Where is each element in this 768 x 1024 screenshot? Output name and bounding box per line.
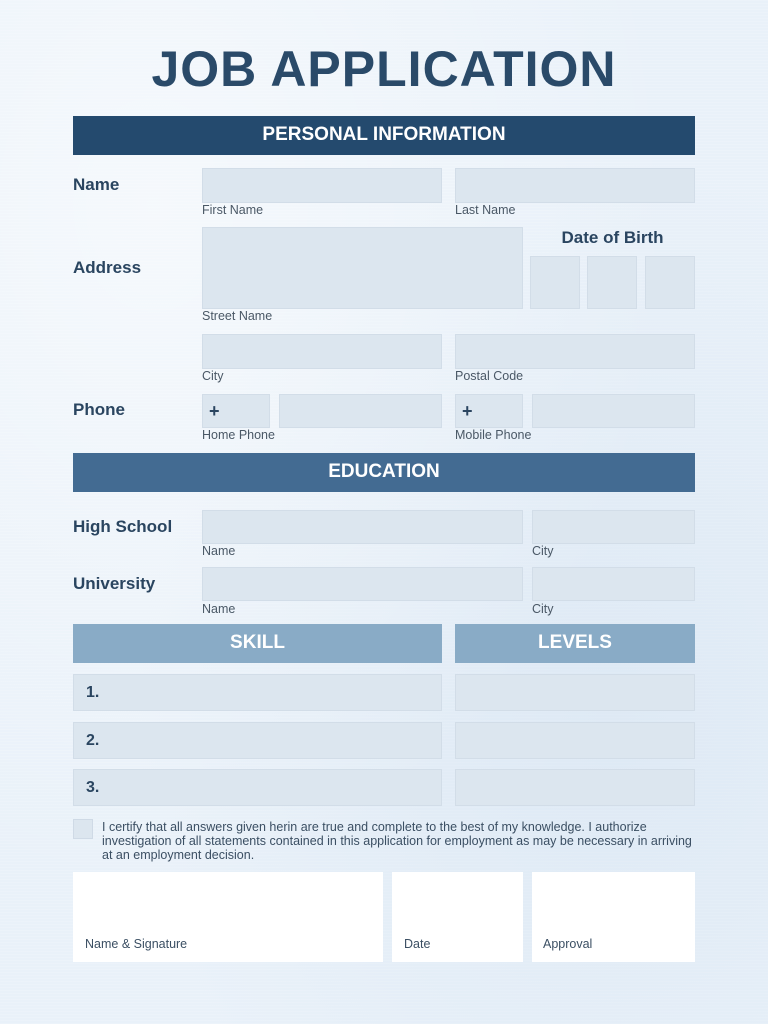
high-school-city-caption: City xyxy=(532,544,554,558)
education-header: EDUCATION xyxy=(73,453,695,492)
university-city-field[interactable] xyxy=(532,567,695,601)
levels-header: LEVELS xyxy=(455,624,695,663)
phone-label: Phone xyxy=(73,400,125,419)
personal-information-header: PERSONAL INFORMATION xyxy=(73,116,695,155)
university-label: University xyxy=(73,574,156,593)
dob-day-field[interactable] xyxy=(530,256,580,309)
date-of-birth-label: Date of Birth xyxy=(561,228,664,247)
name-signature-box[interactable] xyxy=(73,872,383,962)
high-school-name-field[interactable] xyxy=(202,510,523,544)
university-city-caption: City xyxy=(532,602,554,616)
city-field[interactable] xyxy=(202,334,442,369)
certification-text: I certify that all answers given herin are true and complete to the best of my knowledge. I authorize investigation of all statements contained in this application for employment as may be necessary in arriving at an employment decision. xyxy=(102,820,692,862)
home-phone-field[interactable] xyxy=(279,394,442,428)
date-label: Date xyxy=(404,937,431,951)
address-label: Address xyxy=(73,258,142,277)
level-field-3[interactable] xyxy=(455,769,695,806)
home-phone-country-code-field[interactable]: + xyxy=(202,394,270,428)
level-field-2[interactable] xyxy=(455,722,695,759)
university-name-field[interactable] xyxy=(202,567,523,601)
city-caption: City xyxy=(202,369,224,383)
street-name-caption: Street Name xyxy=(202,309,273,323)
home-phone-caption: Home Phone xyxy=(202,428,275,442)
postal-code-caption: Postal Code xyxy=(455,369,524,383)
certify-checkbox[interactable] xyxy=(73,819,93,839)
high-school-label: High School xyxy=(73,517,173,536)
date-box[interactable] xyxy=(392,872,523,962)
skill-field-2[interactable]: 2. xyxy=(73,722,442,759)
mobile-phone-caption: Mobile Phone xyxy=(455,428,532,442)
high-school-name-caption: Name xyxy=(202,544,236,558)
first-name-caption: First Name xyxy=(202,203,264,217)
level-field-1[interactable] xyxy=(455,674,695,711)
last-name-field[interactable] xyxy=(455,168,695,203)
last-name-caption: Last Name xyxy=(455,203,516,217)
name-signature-label: Name & Signature xyxy=(85,937,188,951)
street-name-field[interactable] xyxy=(202,227,523,309)
university-name-caption: Name xyxy=(202,602,236,616)
approval-box[interactable] xyxy=(532,872,695,962)
skill-header: SKILL xyxy=(73,624,442,663)
postal-code-field[interactable] xyxy=(455,334,695,369)
approval-label: Approval xyxy=(543,937,593,951)
name-label: Name xyxy=(73,175,120,194)
dob-year-field[interactable] xyxy=(645,256,695,309)
skill-field-3[interactable]: 3. xyxy=(73,769,442,806)
mobile-phone-country-code-field[interactable]: + xyxy=(455,394,523,428)
page-title: JOB APPLICATION xyxy=(151,41,617,97)
dob-month-field[interactable] xyxy=(587,256,637,309)
first-name-field[interactable] xyxy=(202,168,442,203)
high-school-city-field[interactable] xyxy=(532,510,695,544)
mobile-phone-field[interactable] xyxy=(532,394,695,428)
skill-field-1[interactable]: 1. xyxy=(73,674,442,711)
